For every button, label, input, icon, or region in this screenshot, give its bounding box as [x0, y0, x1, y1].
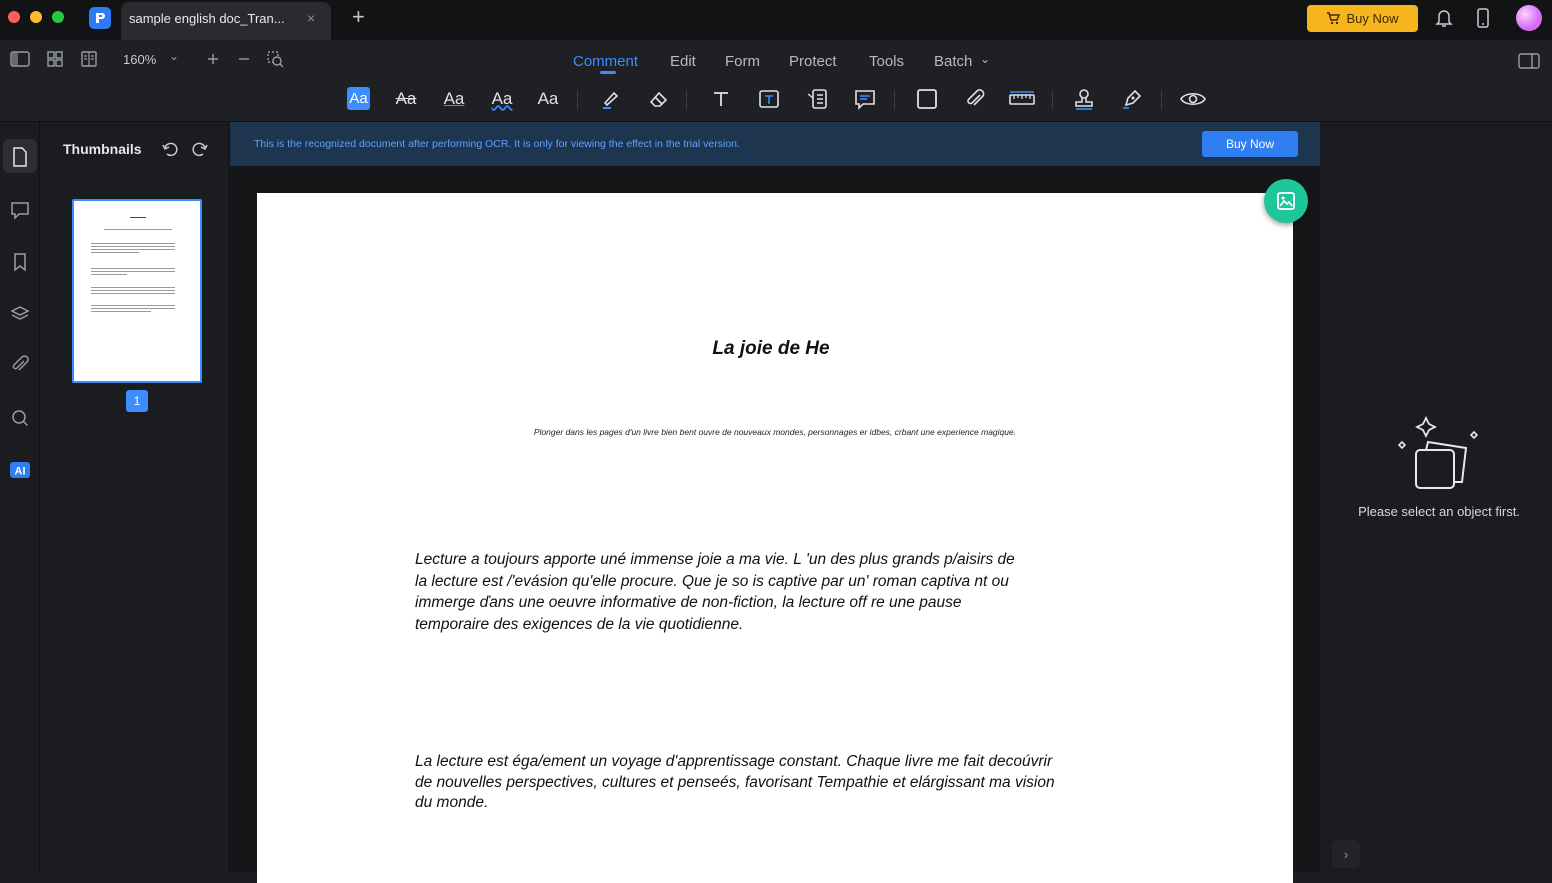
close-window-button[interactable]: [8, 11, 20, 23]
convert-image-button[interactable]: [1264, 179, 1308, 223]
minimize-window-button[interactable]: [30, 11, 42, 23]
menu-form[interactable]: Form: [725, 53, 760, 70]
callout-tool[interactable]: [804, 86, 830, 112]
ocr-banner-text: This is the recognized document after performing OCR. It is only for viewing the effect in the trial version.: [254, 138, 740, 150]
svg-text:AI: AI: [14, 465, 26, 478]
paragraph-line: du monde.: [415, 794, 489, 811]
insert-text-tool[interactable]: [535, 86, 561, 112]
eraser-icon: [648, 88, 670, 110]
thumbnails-panel: [40, 122, 230, 872]
strikethrough-tool[interactable]: [393, 86, 419, 112]
document-tab[interactable]: [121, 2, 331, 40]
paragraph-line: la lecture est /'evásion qu'elle procure. Que je so is captive par un' roman captiva nt ou: [415, 572, 1009, 590]
signature-tool[interactable]: [1119, 86, 1145, 112]
properties-panel: [1320, 122, 1552, 872]
cart-icon: [1326, 12, 1340, 25]
show-annotations-toggle[interactable]: [1180, 86, 1206, 112]
toolbar-separator: [577, 90, 578, 110]
highlight-text-tool[interactable]: [347, 87, 370, 110]
stamp-icon: [1073, 88, 1095, 110]
page-number-badge: 1: [126, 390, 148, 412]
thumbnails-title: Thumbnails: [63, 141, 142, 157]
bookmark-icon[interactable]: [9, 251, 31, 273]
marker-icon: [600, 88, 622, 110]
underline-icon: Aa: [443, 89, 465, 108]
zoom-level[interactable]: 160%: [123, 52, 157, 67]
rotate-left-icon[interactable]: [161, 140, 179, 158]
tab-close-icon[interactable]: ×: [307, 10, 316, 26]
expand-panel-chevron-icon[interactable]: ›: [1332, 840, 1360, 868]
tab-title: sample english doc_Tran...: [129, 11, 285, 26]
paragraph-line: de nouvelles perspectives, cultures et penseés, favorisant Tempathie et elárgissant ma vision: [415, 773, 1055, 791]
toolbar-separator: [1052, 90, 1053, 110]
paragraph-line: immerge ďans une oeuvre informative de non-fiction, la lecture off re une pause: [415, 594, 962, 612]
user-avatar[interactable]: [1516, 5, 1542, 31]
batch-chevron-icon[interactable]: ⌄: [980, 52, 991, 66]
eye-icon: [1180, 89, 1206, 109]
menu-comment[interactable]: Comment: [573, 53, 639, 70]
attachments-icon[interactable]: [9, 355, 31, 377]
rectangle-tool[interactable]: [914, 86, 940, 112]
measure-tool[interactable]: [1009, 86, 1035, 112]
page-thumbnails-icon[interactable]: [9, 146, 31, 168]
menu-batch[interactable]: Batch: [934, 53, 973, 70]
eraser-tool[interactable]: [646, 86, 672, 112]
toolbar-separator: [1161, 90, 1162, 110]
attachment-icon: [964, 88, 986, 110]
paragraph-line: La lecture est éga/ement un voyage d'apprentissage constant. Chaque livre me fait decoúvrir: [415, 753, 1053, 770]
document-page[interactable]: [257, 193, 1293, 883]
bell-icon[interactable]: [1435, 8, 1453, 28]
app-logo-icon: [89, 7, 111, 29]
menu-tools[interactable]: Tools: [869, 53, 905, 70]
fit-page-icon[interactable]: [266, 50, 284, 68]
buy-now-button[interactable]: [1307, 5, 1418, 32]
zoom-dropdown-chevron-icon[interactable]: ⌄: [169, 49, 180, 63]
new-tab-button[interactable]: +: [352, 4, 365, 29]
zoom-in-icon[interactable]: [206, 52, 220, 66]
caret-icon: Aa: [537, 89, 559, 108]
maximize-window-button[interactable]: [52, 11, 64, 23]
attachment-tool[interactable]: [962, 86, 988, 112]
document-subtitle: Plonger dans les pages d'un livre bien bent ouvre de nouveaux mondes, personnages er idbes, crbant une experience magique.: [533, 427, 1017, 437]
textbox-icon: [758, 88, 780, 110]
ai-assistant-icon[interactable]: [9, 459, 31, 481]
menu-edit[interactable]: Edit: [670, 53, 696, 70]
menu-protect[interactable]: Protect: [789, 53, 837, 70]
title-bar: [0, 0, 1552, 40]
paragraph-1: [415, 549, 1115, 636]
right-panel-toggle-icon[interactable]: [1518, 52, 1540, 70]
rotate-right-icon[interactable]: [191, 140, 209, 158]
underline-tool[interactable]: [441, 86, 467, 112]
image-convert-icon: [1275, 190, 1297, 212]
rectangle-icon: [916, 88, 938, 110]
callout-icon: [806, 88, 828, 110]
stamp-tool[interactable]: [1071, 86, 1097, 112]
grid-view-icon[interactable]: [46, 50, 64, 68]
document-title: La joie de He: [712, 338, 830, 359]
text-icon: [711, 89, 731, 109]
note-tool[interactable]: [852, 86, 878, 112]
highlight-icon: Aa: [349, 90, 368, 107]
active-menu-indicator: [600, 71, 616, 74]
zoom-out-icon[interactable]: [237, 52, 251, 66]
comments-icon[interactable]: [9, 199, 31, 221]
toolbar-separator: [686, 90, 687, 110]
signature-icon: [1121, 88, 1143, 110]
toolbar-separator: [894, 90, 895, 110]
note-icon: [854, 88, 876, 110]
page-thumbnail[interactable]: [72, 199, 202, 383]
squiggly-icon: Aa: [491, 89, 513, 108]
marker-tool[interactable]: [598, 86, 624, 112]
strikethrough-icon: Aa: [395, 89, 417, 108]
paragraph-line: Lecture a toujours apporte uné immense joie a ma vie. L 'un des plus grands p/aisirs de: [415, 551, 1015, 568]
no-selection-message: Please select an object first.: [1358, 504, 1520, 519]
document-viewer: [230, 122, 1320, 872]
banner-buy-now-button[interactable]: Buy Now: [1202, 131, 1298, 157]
page-layout-icon[interactable]: [80, 50, 98, 68]
sidebar-toggle-icon[interactable]: [10, 50, 30, 68]
paragraph-2: [415, 752, 1135, 814]
buy-now-label: Buy Now: [1346, 11, 1399, 26]
paragraph-line: temporaire des exigences de la vie quotidienne.: [415, 616, 744, 634]
main-toolbar: [0, 40, 1552, 122]
squiggly-tool[interactable]: [489, 86, 515, 112]
layers-icon[interactable]: [9, 303, 31, 325]
text-tool[interactable]: [708, 86, 734, 112]
textbox-tool[interactable]: [756, 86, 782, 112]
mobile-device-icon[interactable]: [1476, 8, 1490, 28]
empty-selection-illustration-icon: [1392, 412, 1482, 492]
ocr-trial-banner: [230, 122, 1320, 166]
measure-icon: [1009, 88, 1035, 110]
left-icon-bar: [0, 122, 40, 872]
search-icon[interactable]: [9, 407, 31, 429]
